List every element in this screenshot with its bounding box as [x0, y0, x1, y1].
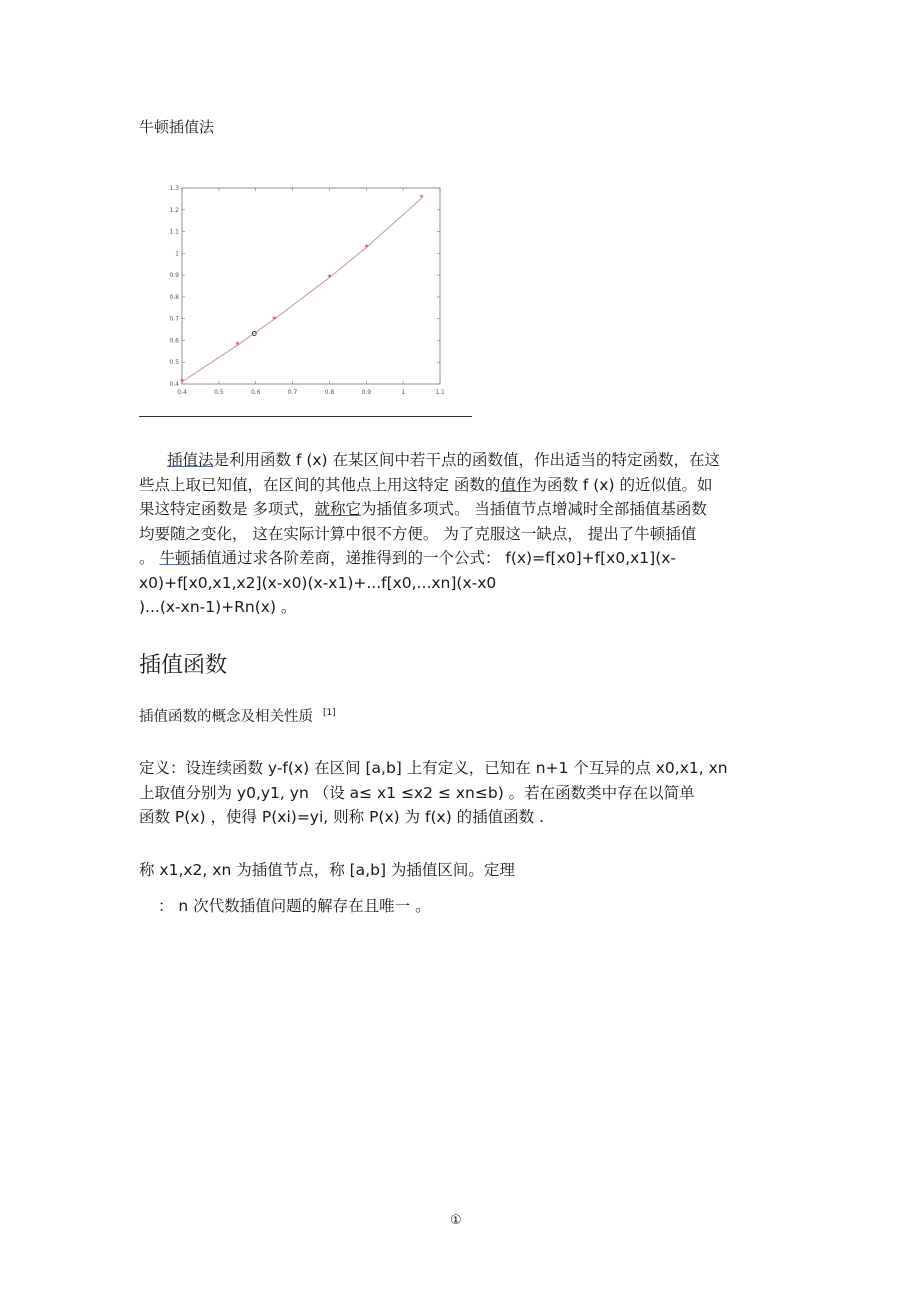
x-tick-label: 0.8	[324, 389, 335, 396]
y-tick-label: 0.6	[169, 337, 179, 345]
x-tick-label: 0.9	[361, 389, 372, 396]
data-point-marker: *	[272, 314, 277, 324]
y-tick-label: 0.7	[169, 315, 179, 323]
intro-text: 为函数 f (x) 的近似值。如	[531, 475, 713, 494]
definition-line: 定义：设连续函数 y-f(x) 在区间 [a,b] 上有定义，已知在 n+1 个互异的点 x0,x1, xn	[139, 759, 728, 777]
plot-frame	[180, 188, 440, 387]
intro-line	[139, 522, 784, 547]
underlined-term: 插值法	[167, 451, 214, 469]
data-point-marker: *	[327, 273, 332, 283]
theorem-line: ： n 次代数插值问题的解存在且唯一 。	[158, 897, 431, 915]
nodes-line: 称 x1,x2, xn 为插值节点，称 [a,b] 为插值区间。定理	[139, 861, 515, 879]
reference-mark[interactable]: [1]	[323, 708, 336, 719]
intro-line	[139, 473, 784, 498]
intro-text: 均要随之变化， 这在实际计算中很不方便。 为了克服这一缺点， 提出了牛顿插值	[139, 524, 697, 543]
x-tick-label: 0.4	[177, 389, 187, 396]
data-point-marker: *	[364, 242, 369, 252]
x-tick-label: 0.7	[287, 389, 298, 396]
intro-text: 。	[139, 549, 160, 567]
definition-paragraph	[139, 756, 779, 830]
intro-paragraph	[139, 448, 784, 620]
intro-line	[139, 497, 784, 522]
intro-text: )...(x-xn-1)+Rn(x) 。	[139, 598, 297, 616]
intro-line	[139, 571, 784, 596]
x-tick-label: 1	[401, 389, 406, 396]
intro-text: x0)+f[x0,x1,x2](x-x0)(x-x1)+...f[x0,...xn](x-x0	[139, 573, 497, 592]
subheading	[139, 705, 336, 726]
intro-line	[139, 448, 784, 473]
intro-text: 为插值多项式。 当插值节点增减时全部插值基函数	[360, 500, 707, 518]
underlined-term: 值作	[500, 475, 532, 494]
intro-text: 插值通过求各阶差商，递推得到的一个公式： f(x)=f[x0]+f[x0,x1](x-	[190, 549, 677, 567]
y-tick-label: 1	[175, 250, 179, 258]
data-point-marker: *	[419, 193, 424, 203]
intro-text: 些点上取已知值，在区间的其他点上用这特定 函数的	[139, 475, 501, 494]
intro-text: 果这特定函数是 多项式，	[139, 500, 315, 518]
definition-line: 函数 P(x) ，使得 P(xi)=yi, 则称 P(x) 为 f(x) 的插值函数 .	[139, 808, 545, 826]
intro-line	[139, 595, 784, 620]
y-tick-label: 0.9	[169, 272, 179, 280]
underlined-term: 就称它	[314, 500, 361, 518]
y-tick-label: 0.4	[169, 381, 179, 388]
data-point-marker: *	[180, 377, 184, 387]
y-tick-label: 1.1	[169, 228, 179, 236]
interpolation-chart	[160, 180, 460, 410]
intro-line	[139, 546, 784, 571]
y-tick-label: 1.3	[169, 185, 179, 192]
underlined-term: 牛顿	[159, 549, 191, 567]
y-tick-label: 1.2	[169, 206, 179, 214]
page-number: ①	[450, 1213, 462, 1228]
data-point-marker: *	[235, 340, 240, 350]
section-heading: 插值函数	[139, 653, 228, 678]
divider-rule	[139, 416, 472, 417]
subheading-text: 插值函数的概念及相关性质	[139, 709, 313, 725]
x-tick-label: 0.6	[250, 389, 261, 396]
doc-title: 牛顿插值法	[139, 118, 215, 136]
y-tick-label: 0.8	[169, 293, 179, 301]
intro-text: 是利用函数 f (x) 在某区间中若干点的函数值，作出适当的特定函数，在这	[213, 451, 721, 469]
x-tick-label: 1.1	[435, 389, 445, 396]
definition-line: 上取值分别为 y0,y1, yn （设 a≤ x1 ≤x2 ≤ xn≤b) 。若在函数类中存在以简单	[139, 783, 695, 802]
x-tick-label: 0.5	[214, 389, 224, 396]
y-tick-label: 0.5	[169, 359, 179, 367]
